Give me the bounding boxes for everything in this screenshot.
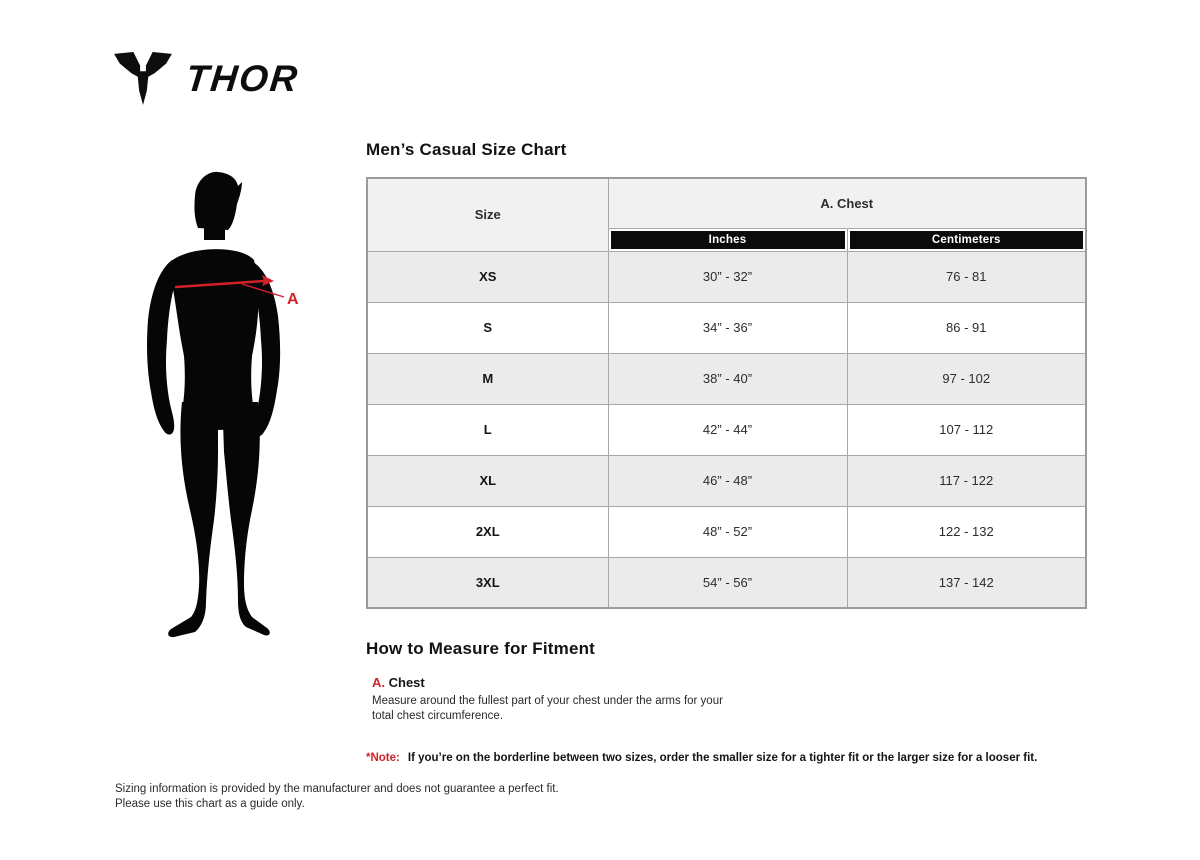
measure-item-chest [372, 675, 732, 724]
inches-value: 54” - 56” [608, 557, 847, 608]
size-chart-title: Men’s Casual Size Chart [366, 140, 567, 159]
size-label: XL [367, 455, 608, 506]
centimeters-value: 117 - 122 [847, 455, 1086, 506]
disclaimer-line-2: Please use this chart as a guide only. [115, 798, 305, 810]
male-silhouette-graphic [138, 170, 306, 648]
inches-value: 30” - 32” [608, 251, 847, 302]
table-row-l [367, 404, 1086, 455]
table-row-s [367, 302, 1086, 353]
chest-label-a: A [287, 291, 299, 308]
inches-value: 48” - 52” [608, 506, 847, 557]
measure-name: Chest [388, 675, 425, 690]
measure-letter: A. [372, 675, 385, 690]
thor-wordmark: THOR [183, 58, 302, 99]
body-figure [138, 170, 306, 648]
silhouette-neck [204, 218, 225, 240]
unit-header-inches: Inches [611, 231, 845, 249]
inches-value: 38” - 40” [608, 353, 847, 404]
note-text: If you’re on the borderline between two sizes, order the smaller size for a tighter fit or the larger size for a looser fit. [407, 752, 1038, 764]
size-label: 3XL [367, 557, 608, 608]
size-label: M [367, 353, 608, 404]
size-chart-table [366, 177, 1087, 609]
measure-description: Measure around the fullest part of your chest under the arms for your total chest circumference. [372, 695, 723, 722]
thor-horns-icon [112, 52, 174, 106]
silhouette-legs [168, 402, 270, 637]
centimeters-value: 107 - 112 [847, 404, 1086, 455]
disclaimer [115, 782, 559, 812]
unit-header-centimeters-cell [847, 228, 1086, 251]
table-row-m [367, 353, 1086, 404]
thor-logo [112, 52, 302, 106]
column-header-chest: A. Chest [608, 178, 1086, 228]
size-label: XS [367, 251, 608, 302]
table-row-3xl [367, 557, 1086, 608]
table-row-xs [367, 251, 1086, 302]
measure-item-heading [372, 675, 732, 690]
inches-value: 34” - 36” [608, 302, 847, 353]
centimeters-value: 86 - 91 [847, 302, 1086, 353]
inches-value: 42” - 44” [608, 404, 847, 455]
size-label: L [367, 404, 608, 455]
size-label: 2XL [367, 506, 608, 557]
size-label: S [367, 302, 608, 353]
centimeters-value: 137 - 142 [847, 557, 1086, 608]
sizing-note [366, 752, 1037, 764]
unit-header-centimeters: Centimeters [850, 231, 1084, 249]
centimeters-value: 122 - 132 [847, 506, 1086, 557]
unit-header-inches-cell [608, 228, 847, 251]
table-row-2xl [367, 506, 1086, 557]
column-header-size: Size [367, 178, 608, 251]
inches-value: 46” - 48” [608, 455, 847, 506]
note-label: *Note: [366, 752, 400, 764]
centimeters-value: 97 - 102 [847, 353, 1086, 404]
how-to-measure-title: How to Measure for Fitment [366, 639, 596, 658]
centimeters-value: 76 - 81 [847, 251, 1086, 302]
table-row-xl [367, 455, 1086, 506]
disclaimer-line-1: Sizing information is provided by the manufacturer and does not guarantee a perfect fit. [115, 783, 559, 795]
